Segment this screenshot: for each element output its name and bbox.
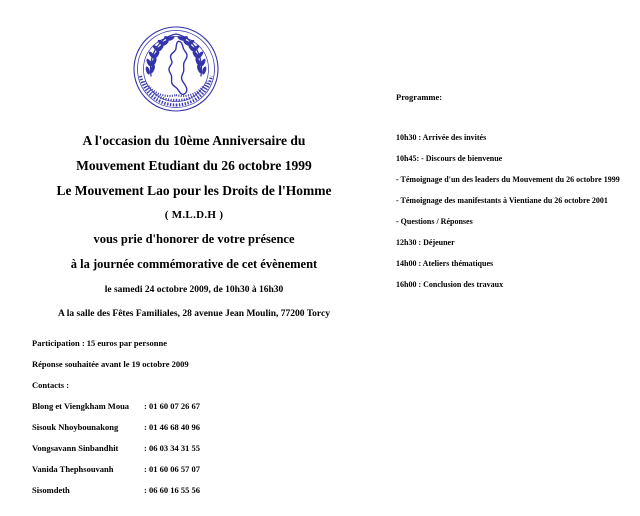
programme-item: 16h00 : Conclusion des travaux: [396, 280, 504, 289]
contact-name: Sisomdeth: [32, 485, 70, 495]
contact-name: Blong et Viengkham Moua: [32, 401, 130, 411]
contact-name: Sisouk Nhoybounakong: [32, 422, 119, 432]
contact-row: [32, 417, 332, 438]
programme-item: 10h45: - Discours de bienvenue: [396, 154, 503, 163]
contact-phone: : 06 60 16 55 56: [144, 485, 200, 495]
mldh-emblem-logo: [131, 24, 221, 114]
contact-phone: : 06 03 34 31 55: [144, 443, 200, 453]
event-venue: A la salle des Fêtes Familiales, 28 avenue Jean Moulin, 77200 Torcy: [58, 309, 330, 319]
programme-item: 12h30 : Déjeuner: [396, 238, 455, 247]
contact-row: [32, 396, 332, 417]
contact-row: [32, 459, 332, 480]
programme-block: [396, 90, 636, 295]
invitation-line-3: Le Mouvement Lao pour les Droits de l'Homme: [56, 183, 332, 198]
contact-phone: : 01 60 07 26 67: [144, 401, 200, 411]
programme-item: - Témoignage d'un des leaders du Mouvement du 26 octobre 1999: [396, 175, 620, 184]
contact-row: [32, 480, 332, 501]
programme-item: 10h30 : Arrivée des invités: [396, 133, 487, 142]
contact-row: [32, 438, 332, 459]
details-block: [32, 333, 332, 501]
mldh-emblem-icon: [131, 24, 221, 114]
invitation-line-1: A l'occasion du 10ème Anniversaire du: [82, 133, 306, 148]
event-datetime: le samedi 24 octobre 2009, de 10h30 à 16h30: [104, 285, 284, 295]
programme-title: Programme:: [396, 92, 443, 102]
invitation-line-2: Mouvement Etudiant du 26 octobre 1999: [76, 158, 312, 173]
contacts-label: Contacts :: [32, 380, 70, 390]
invitation-line-5: à la journée commémorative de cet évènement: [70, 257, 318, 271]
event-datetime-venue-block: [18, 278, 370, 326]
programme-item: - Témoignage des manifestants à Vientiane du 26 octobre 2001: [396, 196, 608, 205]
rsvp-deadline: Réponse souhaitée avant le 19 octobre 2009: [32, 359, 189, 369]
organisation-abbreviation: ( M.L.D.H ): [164, 209, 224, 221]
contact-name: Vongsavann Sinbandhit: [32, 443, 119, 453]
contact-phone: : 01 46 68 40 96: [144, 422, 200, 432]
programme-items-list: [396, 127, 636, 295]
invitation-line-4: vous prie d'honorer de votre présence: [93, 232, 295, 246]
invitation-text-block: [18, 128, 370, 277]
contacts-list: [32, 396, 332, 501]
programme-item: - Questions / Réponses: [396, 217, 473, 226]
programme-item: 14h00 : Ateliers thématiques: [396, 259, 494, 268]
contact-phone: : 01 60 06 57 07: [144, 464, 200, 474]
contact-name: Vanida Thephsouvanh: [32, 464, 114, 474]
participation-fee: Participation : 15 euros par personne: [32, 338, 167, 348]
